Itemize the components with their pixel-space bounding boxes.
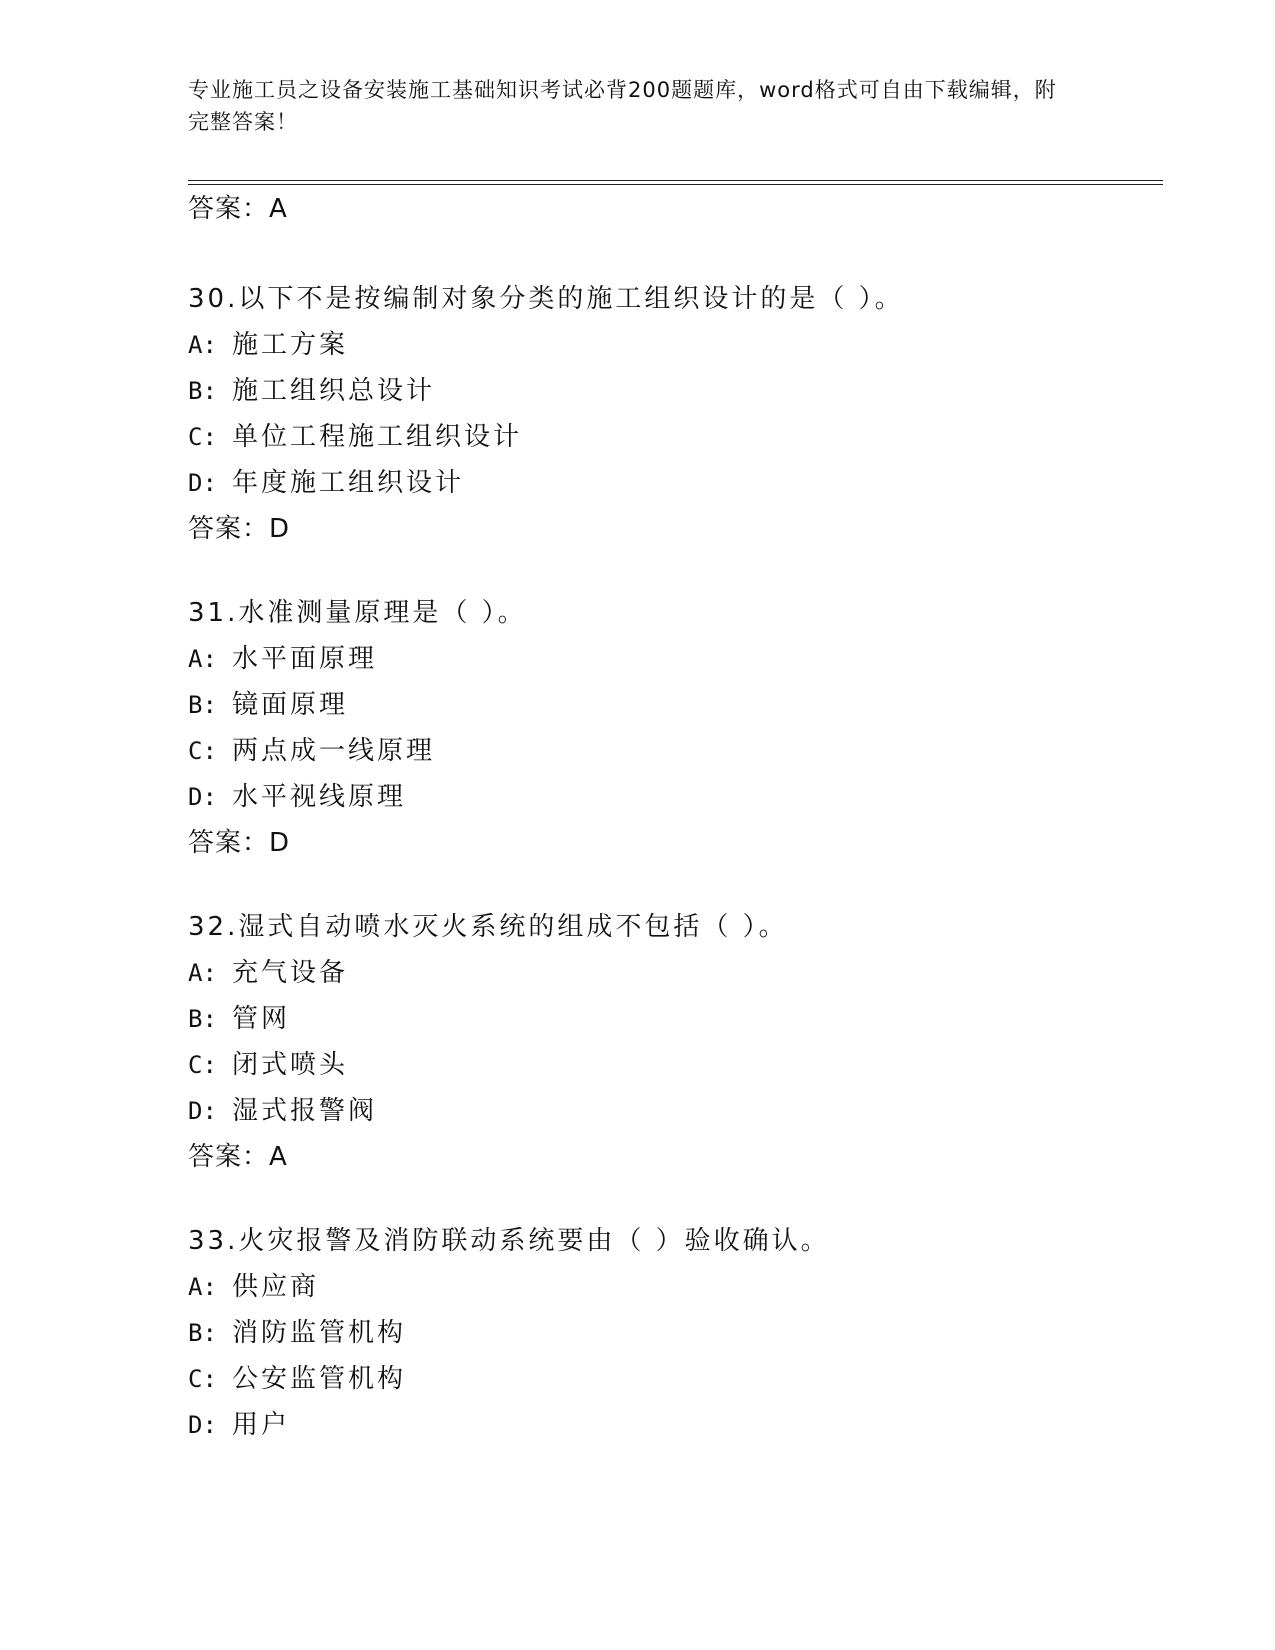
question-text: 33.火灾报警及消防联动系统要由（ ）验收确认。 bbox=[188, 1226, 830, 1256]
option-text: 水平视线原理 bbox=[232, 782, 407, 812]
option-key: A: bbox=[188, 645, 217, 673]
option-text: 用户 bbox=[232, 1410, 291, 1440]
option-key: A: bbox=[188, 1273, 217, 1301]
option-key: D: bbox=[188, 783, 217, 811]
header-divider-secondary bbox=[188, 184, 1163, 185]
option-key: C: bbox=[188, 423, 217, 451]
answer-label: 答案：D bbox=[188, 828, 291, 858]
option-text: 湿式报警阀 bbox=[232, 1096, 378, 1126]
option-text: 充气设备 bbox=[232, 958, 349, 988]
option-a bbox=[188, 643, 1188, 689]
option-b bbox=[188, 1317, 1188, 1363]
option-key: D: bbox=[188, 469, 217, 497]
question-block bbox=[188, 1225, 1188, 1455]
question-text: 32.湿式自动喷水灭火系统的组成不包括（ ）。 bbox=[188, 912, 788, 942]
option-text: 管网 bbox=[232, 1004, 291, 1034]
option-b bbox=[188, 1003, 1188, 1049]
option-text: 单位工程施工组织设计 bbox=[232, 422, 523, 452]
option-text: 两点成一线原理 bbox=[232, 736, 436, 766]
option-text: 公安监管机构 bbox=[232, 1364, 407, 1394]
option-key: D: bbox=[188, 1411, 217, 1439]
option-a bbox=[188, 329, 1188, 375]
option-text: 闭式喷头 bbox=[232, 1050, 349, 1080]
question-block bbox=[188, 283, 1188, 545]
answer-label: 答案：A bbox=[188, 1142, 288, 1172]
answer-label: 答案：D bbox=[188, 514, 291, 544]
option-key: B: bbox=[188, 377, 217, 405]
answer-label: 答案：A bbox=[188, 194, 288, 224]
header-divider bbox=[188, 180, 1163, 181]
option-key: B: bbox=[188, 1005, 217, 1033]
option-key: B: bbox=[188, 691, 217, 719]
option-text: 供应商 bbox=[232, 1272, 320, 1302]
option-c bbox=[188, 421, 1188, 467]
option-a bbox=[188, 957, 1188, 1003]
option-a bbox=[188, 1271, 1188, 1317]
option-text: 消防监管机构 bbox=[232, 1318, 407, 1348]
option-text: 水平面原理 bbox=[232, 644, 378, 674]
option-key: D: bbox=[188, 1097, 217, 1125]
option-b bbox=[188, 689, 1188, 735]
option-c bbox=[188, 735, 1188, 781]
option-b bbox=[188, 375, 1188, 421]
option-text: 年度施工组织设计 bbox=[232, 468, 465, 498]
question-block bbox=[188, 597, 1188, 859]
option-key: C: bbox=[188, 737, 217, 765]
option-text: 施工方案 bbox=[232, 330, 349, 360]
option-key: A: bbox=[188, 331, 217, 359]
option-key: A: bbox=[188, 959, 217, 987]
option-text: 镜面原理 bbox=[232, 690, 349, 720]
option-d bbox=[188, 467, 1188, 513]
option-d bbox=[188, 1409, 1188, 1455]
option-key: C: bbox=[188, 1051, 217, 1079]
option-d bbox=[188, 1095, 1188, 1141]
option-key: C: bbox=[188, 1365, 217, 1393]
question-block bbox=[188, 911, 1188, 1173]
question-text: 31.水准测量原理是（ ）。 bbox=[188, 598, 527, 628]
option-text: 施工组织总设计 bbox=[232, 376, 436, 406]
question-text: 30.以下不是按编制对象分类的施工组织设计的是（ ）。 bbox=[188, 284, 904, 314]
option-c bbox=[188, 1049, 1188, 1095]
document-header: 专业施工员之设备安装施工基础知识考试必背200题题库，word格式可自由下载编辑，附完整答案！ bbox=[188, 78, 1057, 134]
option-key: B: bbox=[188, 1319, 217, 1347]
option-c bbox=[188, 1363, 1188, 1409]
option-d bbox=[188, 781, 1188, 827]
